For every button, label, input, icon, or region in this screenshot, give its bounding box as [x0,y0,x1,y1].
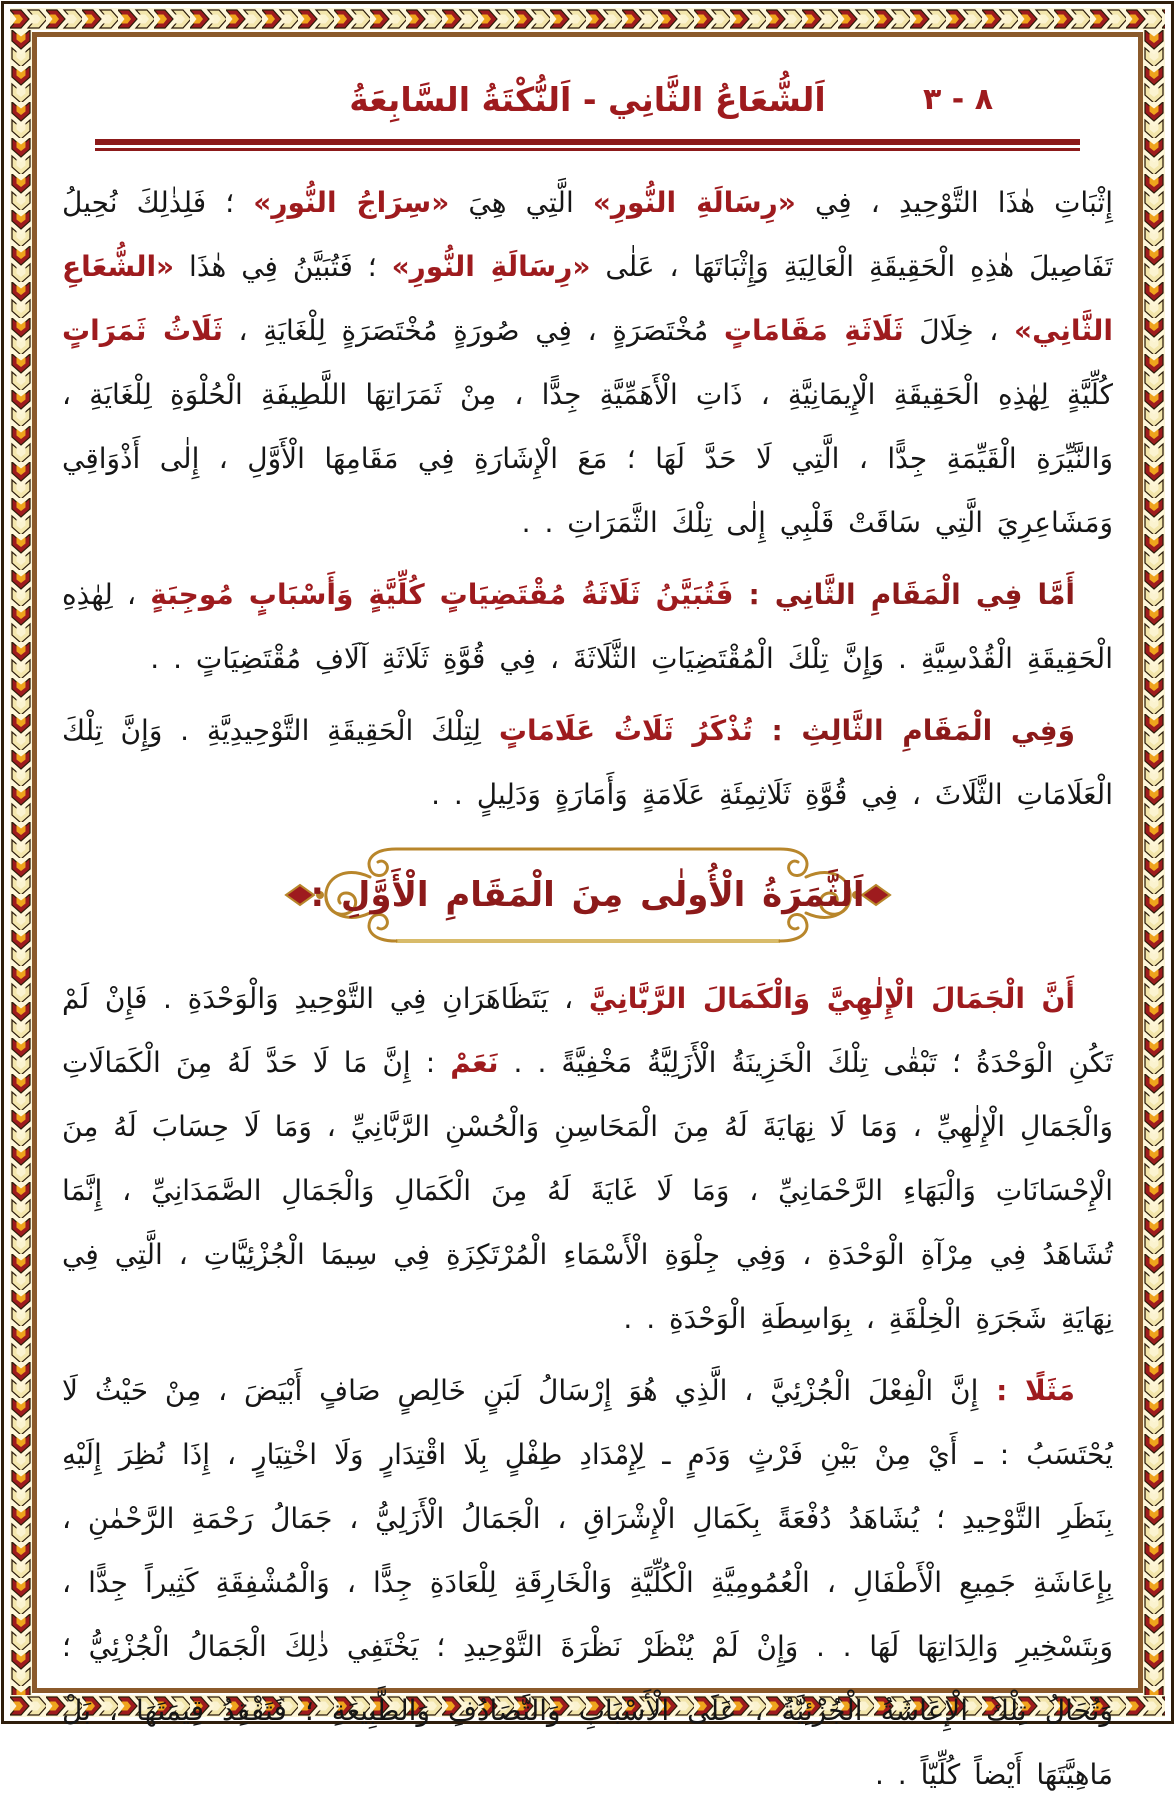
page-number: ٨ - ٣ [923,82,993,117]
page-title: اَلشُّعَاعُ الثَّانِي - اَلنُّكْتَةُ السَّابِعَةُ [349,80,826,119]
text-run-red: «رِسَالَةِ النُّورِ» [592,186,796,219]
paragraph-2 [62,563,1113,691]
text-run: إِنَّ الْفِعْلَ الْجُزْئِيَّ ، الَّذِي هُوَ إِرْسَالُ لَبَنٍ خَالِصٍ صَافٍ أَبْيَضَ ، مِنْ حَيْثُ لَا يُحْتَسَبُ : ـ أَيْ مِنْ بَيْنِ فَرْثٍ وَدَمٍ ـ لِإِمْدَادِ طِفْلٍ بِلَا اقْتِدَارٍ وَلَا اخْتِيَارٍ ، إِذَا نُظِرَ إِلَيْهِ بِنَظَرِ التَّوْحِيدِ ؛ يُشَاهَدُ دُفْعَةً بِكَمَالِ الْإِشْرَاقِ ، الْجَمَالُ الْأَزَلِيُّ ، جَمَالُ رَحْمَةِ الرَّحْمٰنِ ، بِإِعَاشَةِ جَمِيعِ الْأَطْفَالِ ، الْعُمُومِيَّةِ الْكُلِّيَّةِ وَالْخَارِقَةِ لِلْعَادَةِ جِدًّا ، وَالْمُشْفِقَةِ كَثِيراً جِدًّا ، وَبِتَسْخِيرِ وَالِدَاتِهَا لَهَا . . وَإِنْ لَمْ يُنْظَرْ نَظْرَةَ التَّوْحِيدِ ؛ يَخْتَفِي ذٰلِكَ الْجَمَالُ الْجُزْئِيُّ ؛ وَتُحَالُ تِلْكَ الْإِعَاشَةُ الْجُزْئِيَّةُ ، عَلَى الْأَسْبَابِ وَالتَّصَادُفِ وَالطَّبِيعَةِ ؛ فَتَفْقِدُ قِيمَتَهَا ، بَلْ مَاهِيَّتَهَا أَيْضاً كُلِّيّاً . . [62,1374,1113,1791]
text-run-red: ثَلَاثَةِ مَقَامَاتٍ [723,314,904,347]
text-run-red: «الشُّعَاعِ الثَّانِي» [62,250,1113,347]
chain-border-left-icon [10,30,32,1695]
text-run-red: ثَلَاثُ ثَمَرَاتٍ [62,314,223,347]
text-run: لِتِلْكَ الْحَقِيقَةِ التَّوْحِيدِيَّةِ . وَإِنَّ تِلْكَ الْعَلَامَاتِ الثَّلَاثَ ، فِي قُوَّةِ ثَلَاثِمِئَةِ عَلَامَةٍ وَأَمَارَةٍ وَدَلِيلٍ . . [62,714,1113,811]
section-heading: اَلثَّمَرَةُ الْأُولٰى مِنَ الْمَقَامِ الْأَوَّلِ : [310,875,865,915]
separator-thick-line [95,139,1080,145]
text-run: ؛ فَلِذٰلِكَ نُحِيلُ تَفَاصِيلَ هٰذِهِ الْحَقِيقَةِ الْعَالِيَةِ وَإِثْبَاتَهَا ، عَلٰى [62,186,1113,283]
text-run: كُلِّيَّةٍ لِهٰذِهِ الْحَقِيقَةِ الْإِيمَانِيَّةِ ، ذَاتِ الْأَهَمِّيَّةِ جِدًّا ، مِنْ ثَمَرَاتِهَا اللَّطِيفَةِ الْحُلْوَةِ لِلْغَايَةِ ، وَالنَّيِّرَةِ الْقَيِّمَةِ جِدًّا ، الَّتِي لَا حَدَّ لَهَا ؛ مَعَ الْإِشَارَةِ فِي مَقَامِهَا الْأَوَّلِ ، إِلٰى أَذْوَاقِي وَمَشَاعِرِيَ الَّتِي سَاقَتْ قَلْبِي إِلٰى تِلْكَ الثَّمَرَاتِ . . [62,378,1113,539]
body-text [62,171,1113,1807]
text-run-darkred: وَفِي الْمَقَامِ الثَّالِثِ : [752,714,1075,747]
paragraph-5 [62,1359,1113,1807]
text-run: ؛ فَتُبَيَّنُ فِي هٰذَا [174,250,392,283]
text-run-darkred: أَمَّا فِي الْمَقَامِ الثَّانِي : [733,578,1076,611]
chain-border-right-icon [1143,30,1165,1695]
page-header [62,71,1113,129]
text-run-red: نَعَمْ [450,1046,499,1079]
header-separator [95,139,1080,151]
text-run: ، خِلَالَ [903,314,1014,347]
paragraph-1 [62,171,1113,555]
text-run: إِثْبَاتِ هٰذَا التَّوْحِيدِ ، فِي [795,186,1113,219]
text-run: الَّتِي هِيَ [449,186,593,219]
text-run: مُخْتَصَرَةٍ ، فِي صُورَةٍ مُخْتَصَرَةٍ لِلْغَايَةِ ، [222,314,724,347]
text-run-red: «سِرَاجُ النُّورِ» [253,186,450,219]
text-run: : إِنَّ مَا لَا حَدَّ لَهُ مِنَ الْكَمَالَاتِ وَالْجَمَالِ الْإِلٰهِيِّ ، وَمَا لَا نِهَايَةَ لَهُ مِنَ الْمَحَاسِنِ وَالْحُسْنِ الرَّبَّانِيِّ ، وَمَا لَا حِسَابَ لَهُ مِنَ الْإِحْسَانَاتِ وَالْبَهَاءِ الرَّحْمَانِيِّ ، وَمَا لَا غَايَةَ لَهُ مِنَ الْكَمَالِ وَالْجَمَالِ الصَّمَدَانِيِّ ، إِنَّمَا تُشَاهَدُ فِي مِرْآةِ الْوَحْدَةِ ، وَفِي جِلْوَةِ الْأَسْمَاءِ الْمُرْتَكِزَةِ فِي سِيمَا الْجُزْئِيَّاتِ ، الَّتِي فِي نِهَايَةِ شَجَرَةِ الْخِلْقَةِ ، بِوَاسِطَةِ الْوَحْدَةِ . . [62,1046,1113,1335]
paragraph-3 [62,699,1113,827]
text-run-red: أَنَّ الْجَمَالَ الْإِلٰهِيَّ وَالْكَمَالَ الرَّبَّانِيَّ [588,982,1075,1015]
section-heading-ornament [278,837,898,953]
text-run-red: «رِسَالَةِ النُّورِ» [391,250,591,283]
page-content [37,37,1138,1791]
text-run: ، لِهٰذِهِ الْحَقِيقَةِ الْقُدْسِيَّةِ . وَإِنَّ تِلْكَ الْمُقْتَضِيَاتِ الثَّلَاثَةَ ، فِي قُوَّةِ ثَلَاثَةِ آلَافِ مُقْتَضِيَاتٍ . . [62,578,1113,675]
text-run: ، يَتَظَاهَرَانِ فِي التَّوْحِيدِ وَالْوَحْدَةِ . فَإِنْ لَمْ تَكُنِ الْوَحْدَةُ ؛ تَبْقٰى تِلْكَ الْخَزِينَةُ الْأَزَلِيَّةُ مَخْفِيَّةً . . [62,982,1113,1079]
text-run-red: مَثَلًا : [978,1374,1076,1407]
text-run-red: تُذْكَرُ ثَلَاثُ عَلَامَاتٍ [498,714,753,747]
separator-thin-line [95,148,1080,151]
text-run-red: فَتُبَيَّنُ ثَلَاثَةُ مُقْتَضِيَاتٍ كُلِّيَّةٍ وَأَسْبَابٍ مُوجِبَةٍ [150,578,734,611]
chain-border-top-icon [10,8,1165,30]
paragraph-4 [62,967,1113,1351]
